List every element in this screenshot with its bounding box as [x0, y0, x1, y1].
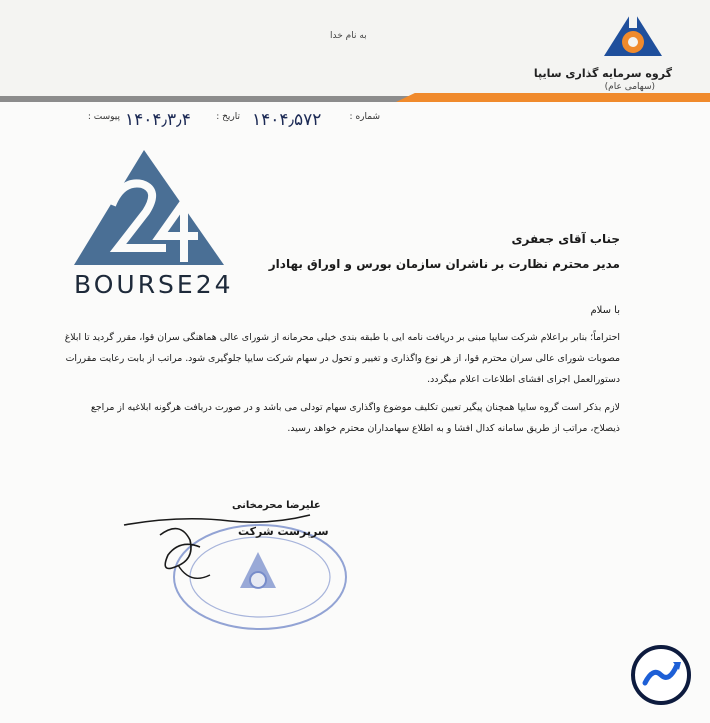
date-label: تاریخ : [216, 112, 240, 122]
attachment-label: پیوست : [87, 112, 120, 122]
signer-title: سرپرست شرکت [238, 525, 329, 538]
basmala: به نام خدا [330, 31, 367, 41]
saipa-logo-icon [600, 8, 666, 60]
date-value: ۱۴۰۴٫۳٫۴ [125, 110, 191, 130]
bourse24-logo-icon [74, 150, 224, 270]
salutation: جناب آقای جعفری [511, 232, 620, 246]
company-name: گروه سرمایه گذاری سایپا [533, 67, 672, 80]
company-type: (سهامی عام) [604, 82, 655, 92]
addressee: مدیر محترم نظارت بر ناشران سازمان بورس و اوراق بهادار [268, 257, 620, 271]
paragraph-1: احتراماً؛ بنابر براعلام شرکت سایپا مبنی بر دریافت نامه ایی با طبقه بندی خیلی محرمانه از شورای عالی هماهنگی سران قوا، مقرر گردید تا ابلاغ مصوبات شورای عالی سران محترم قوا، از هر نوع واگذاری و تغییر و تحول در سهام شرکت سایپا جلوگیری شود. مراتب از بابت رعایت مقررات دستورالعمل اجرای افشای اطلاعات اعلام میگردد. [64, 332, 620, 385]
paragraph-2: لازم بذکر است گروه سایپا همچنان پیگیر تعیین تکلیف موضوع واگذاری سهام تودلی می باشد و در صورت دریافت هرگونه ابلاغیه از مراجع ذیصلاح، مراتب از طریق سامانه کدال افشا و به اطلاع سهامداران محترم خواهد رسید. [90, 402, 620, 434]
number-value: ۱۴۰۴٫۵۷۲ [252, 110, 322, 130]
header-rule-orange [396, 93, 710, 102]
bourse24-wordmark: BOURSE24 [74, 270, 234, 299]
number-label: شماره : [349, 112, 380, 122]
trend-badge-icon [631, 645, 691, 705]
signer-name: علیرضا محرمخانی [232, 500, 321, 511]
greeting: با سلام [590, 305, 620, 316]
